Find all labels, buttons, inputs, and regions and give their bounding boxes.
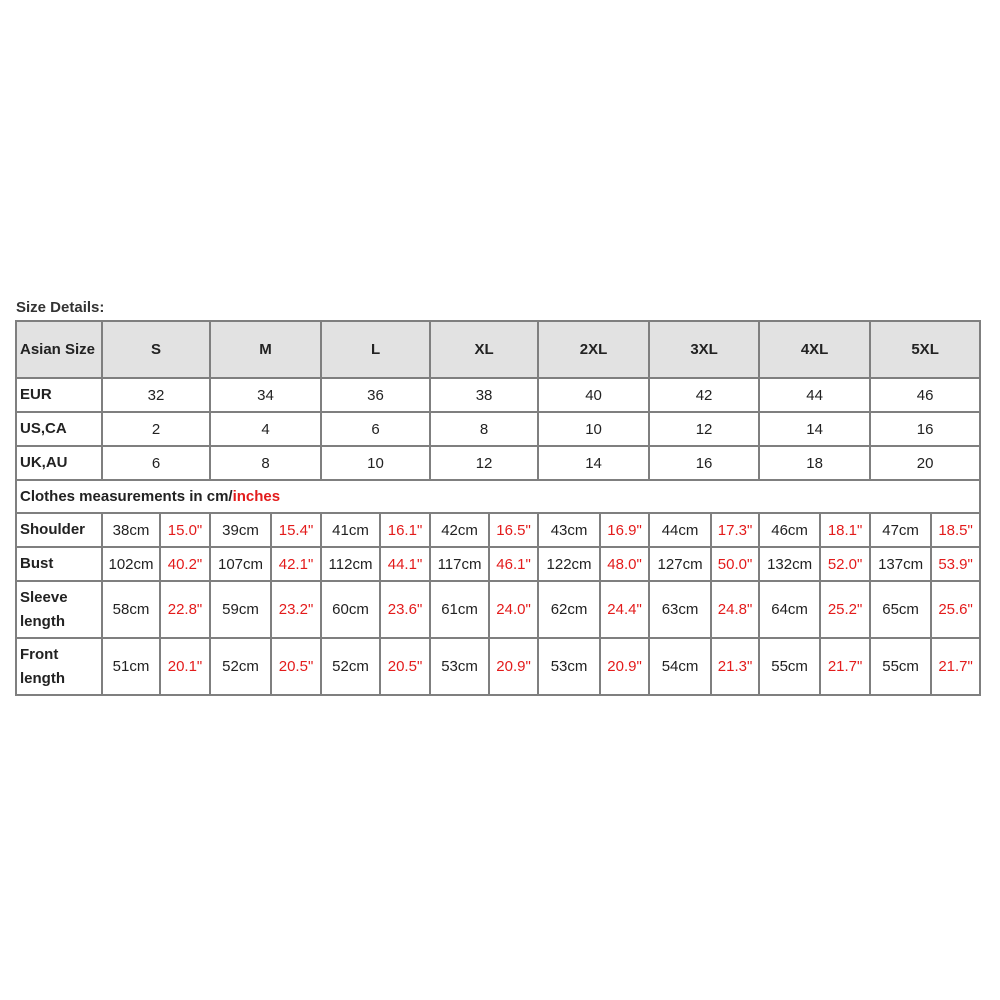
- cm-cell: 59cm: [210, 581, 271, 638]
- inch-cell: 20.1": [160, 638, 210, 695]
- cm-cell: 132cm: [759, 547, 820, 581]
- table-row: [16, 446, 980, 480]
- inch-cell: 42.1": [271, 547, 321, 581]
- inch-cell: 20.9": [600, 638, 649, 695]
- inch-cell: 21.7": [820, 638, 870, 695]
- cm-cell: 43cm: [538, 513, 600, 547]
- inch-cell: 25.6": [931, 581, 980, 638]
- inch-cell: 21.3": [711, 638, 759, 695]
- inch-cell: 46.1": [489, 547, 538, 581]
- table-cell: 6: [321, 412, 430, 446]
- inch-cell: 50.0": [711, 547, 759, 581]
- inch-cell: 53.9": [931, 547, 980, 581]
- cm-cell: 64cm: [759, 581, 820, 638]
- row-label: Asian Size: [16, 321, 102, 378]
- table-cell: 8: [210, 446, 321, 480]
- inch-cell: 24.0": [489, 581, 538, 638]
- cm-cell: 54cm: [649, 638, 711, 695]
- cm-cell: 55cm: [759, 638, 820, 695]
- cm-cell: 53cm: [430, 638, 489, 695]
- table-cell: 20: [870, 446, 980, 480]
- size-header: 2XL: [538, 321, 649, 378]
- cm-cell: 39cm: [210, 513, 271, 547]
- inch-cell: 23.6": [380, 581, 430, 638]
- cm-cell: 60cm: [321, 581, 380, 638]
- table-cell: 14: [538, 446, 649, 480]
- table-row: [16, 378, 980, 412]
- size-header: S: [102, 321, 210, 378]
- size-header: 5XL: [870, 321, 980, 378]
- table-row: [16, 547, 980, 581]
- cm-cell: 127cm: [649, 547, 711, 581]
- cm-cell: 58cm: [102, 581, 160, 638]
- cm-cell: 55cm: [870, 638, 931, 695]
- cm-cell: 51cm: [102, 638, 160, 695]
- inch-cell: 21.7": [931, 638, 980, 695]
- table-cell: 14: [759, 412, 870, 446]
- inch-cell: 44.1": [380, 547, 430, 581]
- table-cell: 16: [870, 412, 980, 446]
- cm-cell: 46cm: [759, 513, 820, 547]
- inch-cell: 24.8": [711, 581, 759, 638]
- table-cell: 6: [102, 446, 210, 480]
- size-header: M: [210, 321, 321, 378]
- inch-cell: 25.2": [820, 581, 870, 638]
- table-cell: 10: [538, 412, 649, 446]
- inch-cell: 48.0": [600, 547, 649, 581]
- measurements-heading-text: Clothes measurements in cm/: [20, 488, 233, 505]
- table-cell: 36: [321, 378, 430, 412]
- inch-cell: 17.3": [711, 513, 759, 547]
- cm-cell: 61cm: [430, 581, 489, 638]
- row-label: US,CA: [16, 412, 102, 446]
- cm-cell: 42cm: [430, 513, 489, 547]
- inch-cell: 20.9": [489, 638, 538, 695]
- row-label: Bust: [16, 547, 102, 581]
- inch-cell: 20.5": [271, 638, 321, 695]
- inch-cell: 22.8": [160, 581, 210, 638]
- table-row: [16, 638, 980, 695]
- size-header: 3XL: [649, 321, 759, 378]
- inch-cell: 15.4": [271, 513, 321, 547]
- inch-cell: 15.0": [160, 513, 210, 547]
- table-cell: 12: [430, 446, 538, 480]
- header-row: [16, 321, 980, 378]
- table-cell: 16: [649, 446, 759, 480]
- cm-cell: 107cm: [210, 547, 271, 581]
- table-cell: 40: [538, 378, 649, 412]
- cm-cell: 38cm: [102, 513, 160, 547]
- inch-cell: 20.5": [380, 638, 430, 695]
- row-label: Front length: [16, 638, 102, 695]
- size-chart-table: [15, 320, 981, 696]
- inch-cell: 16.1": [380, 513, 430, 547]
- table-cell: 4: [210, 412, 321, 446]
- measurements-heading-row: [16, 480, 980, 513]
- table-row: [16, 412, 980, 446]
- cm-cell: 137cm: [870, 547, 931, 581]
- table-cell: 44: [759, 378, 870, 412]
- cm-cell: 117cm: [430, 547, 489, 581]
- cm-cell: 112cm: [321, 547, 380, 581]
- cm-cell: 102cm: [102, 547, 160, 581]
- measurements-heading: [16, 480, 980, 513]
- inch-cell: 16.9": [600, 513, 649, 547]
- cm-cell: 63cm: [649, 581, 711, 638]
- table-cell: 32: [102, 378, 210, 412]
- inch-cell: 40.2": [160, 547, 210, 581]
- inch-cell: 23.2": [271, 581, 321, 638]
- row-label: EUR: [16, 378, 102, 412]
- size-header: XL: [430, 321, 538, 378]
- table-cell: 12: [649, 412, 759, 446]
- inch-cell: 18.5": [931, 513, 980, 547]
- row-label: Sleeve length: [16, 581, 102, 638]
- size-header: 4XL: [759, 321, 870, 378]
- row-label: Shoulder: [16, 513, 102, 547]
- table-cell: 38: [430, 378, 538, 412]
- cm-cell: 62cm: [538, 581, 600, 638]
- inch-cell: 24.4": [600, 581, 649, 638]
- cm-cell: 52cm: [210, 638, 271, 695]
- row-label: UK,AU: [16, 446, 102, 480]
- cm-cell: 122cm: [538, 547, 600, 581]
- table-row: [16, 581, 980, 638]
- cm-cell: 52cm: [321, 638, 380, 695]
- table-cell: 42: [649, 378, 759, 412]
- table-cell: 34: [210, 378, 321, 412]
- inch-cell: 18.1": [820, 513, 870, 547]
- table-cell: 18: [759, 446, 870, 480]
- table-cell: 2: [102, 412, 210, 446]
- cm-cell: 53cm: [538, 638, 600, 695]
- cm-cell: 65cm: [870, 581, 931, 638]
- page-title: Size Details:: [16, 299, 105, 316]
- inch-cell: 16.5": [489, 513, 538, 547]
- cm-cell: 41cm: [321, 513, 380, 547]
- cm-cell: 47cm: [870, 513, 931, 547]
- inch-cell: 52.0": [820, 547, 870, 581]
- measurements-heading-unit: inches: [232, 488, 281, 505]
- table-cell: 8: [430, 412, 538, 446]
- table-cell: 10: [321, 446, 430, 480]
- table-row: [16, 513, 980, 547]
- table-cell: 46: [870, 378, 980, 412]
- size-header: L: [321, 321, 430, 378]
- cm-cell: 44cm: [649, 513, 711, 547]
